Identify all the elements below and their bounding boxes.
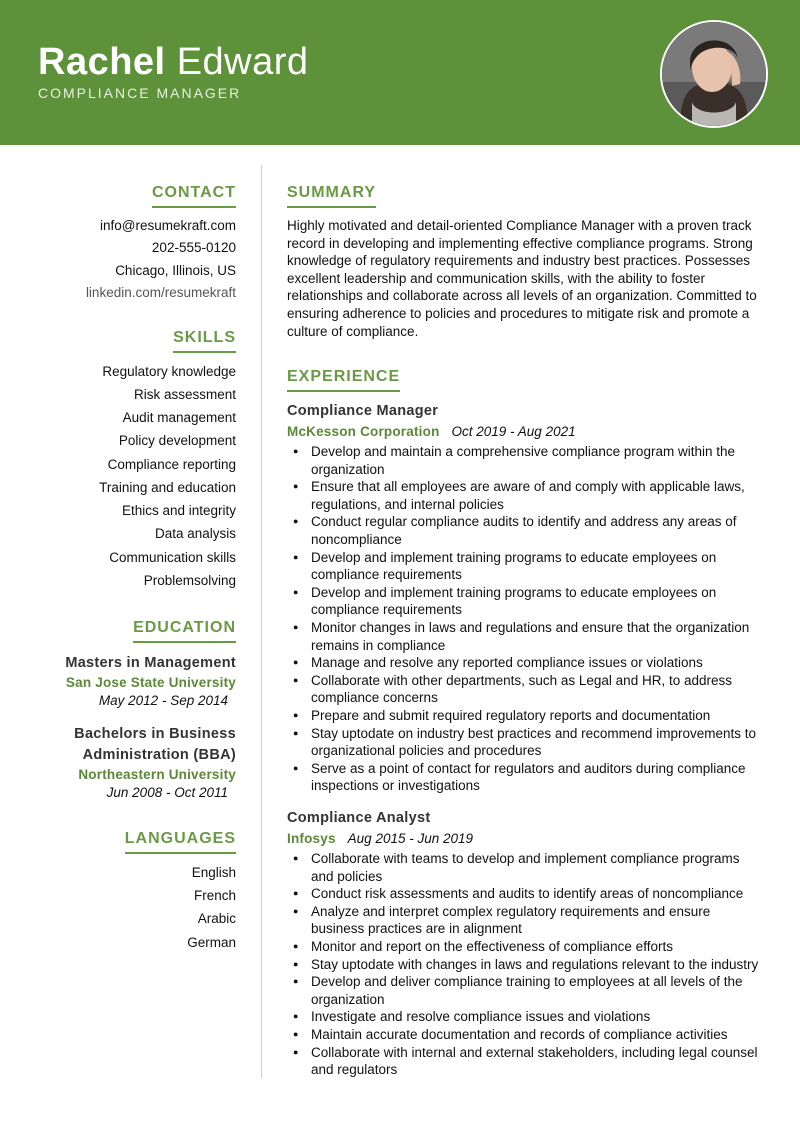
education-dates: May 2012 - Sep 2014 [98,693,228,708]
bullet-item: ● Monitor changes in laws and regulations and ensure that the organization remains in compliance [287,619,762,654]
education-degree-line1: Bachelors in Business [74,726,236,742]
education-heading: EDUCATION [133,619,236,643]
education-dates: Jun 2008 - Oct 2011 [106,785,228,800]
summary-text: Highly motivated and detail-oriented Compliance Manager with a proven track record in developing and implementing effective compliance programs. Strong knowledge of regulatory requirements and industry best practices. Possesses excellent leadership and communication skills, with the ability to foster relationships and collaborate across all levels of an organization. Committed to ensuring adherence to policies and procedures to mitigate risk and promote a culture of compliance. [287,218,757,339]
job-company-line [287,831,473,846]
bullet-item: ● Analyze and interpret complex regulatory requirements and ensure business practices are in alignment [287,903,762,938]
bullet-item: ● Stay uptodate with changes in laws and regulations relevant to the industry [287,956,762,974]
bullet-item: ● Investigate and resolve compliance issues and violations [287,1008,762,1026]
summary-heading: SUMMARY [287,184,376,208]
portrait-image [662,22,766,126]
header-banner [0,0,800,145]
bullet-item: ● Maintain accurate documentation and records of compliance activities [287,1026,762,1044]
language-item: German [187,935,236,950]
bullet-item: ● Prepare and submit required regulatory reports and documentation [287,707,762,725]
bullet-item: ● Monitor and report on the effectiveness of compliance efforts [287,938,762,956]
contact-location: Chicago, Illinois, US [115,263,236,278]
contact-heading: CONTACT [152,184,236,208]
contact-phone: 202-555-0120 [151,240,236,255]
job-title: Compliance Analyst [287,810,431,826]
language-item: French [193,888,236,903]
bullet-item: ● Ensure that all employees are aware of and comply with applicable laws, regulations, and internal policies [287,478,762,513]
skill-item: Communication skills [109,550,236,565]
languages-heading: LANGUAGES [125,830,236,854]
skill-item: Data analysis [154,526,236,541]
bullet-item: ● Stay uptodate on industry best practices and recommend improvements to organizational policies and procedures [287,725,762,760]
bullet-item: ● Collaborate with teams to develop and implement compliance programs and policies [287,850,762,885]
skill-item: Regulatory knowledge [102,364,236,379]
bullet-item: ● Conduct regular compliance audits to identify and address any areas of noncompliance [287,513,762,548]
skill-item: Risk assessment [133,387,236,402]
education-degree-line2: Administration (BBA) [82,747,236,763]
bullet-item: ● Collaborate with internal and external stakeholders, including legal counsel and regulators [287,1044,762,1079]
first-name: Rachel [38,41,166,83]
skills-heading: SKILLS [173,329,236,353]
profile-photo [660,20,768,128]
column-divider [261,165,262,1078]
company-name: Infosys [287,831,336,846]
bullet-item: ● Manage and resolve any reported compliance issues or violations [287,654,762,672]
education-school: Northeastern University [78,767,236,782]
language-item: Arabic [197,911,236,926]
job-bullets [287,850,762,1079]
skill-item: Ethics and integrity [121,503,236,518]
job-company-line [287,424,576,439]
language-item: English [191,865,236,880]
job-bullets [287,443,762,795]
education-degree: Masters in Management [65,655,236,671]
experience-heading: EXPERIENCE [287,368,400,392]
job-dates: Aug 2015 - Jun 2019 [347,831,474,846]
skill-item: Problemsolving [143,573,236,588]
bullet-item: ● Develop and maintain a comprehensive compliance program within the organization [287,443,762,478]
job-title: COMPLIANCE MANAGER [38,85,242,101]
job-title: Compliance Manager [287,403,439,419]
company-name: McKesson Corporation [287,424,440,439]
bullet-item: ● Collaborate with other departments, such as Legal and HR, to address compliance concerns [287,672,762,707]
skill-item: Training and education [99,480,236,495]
contact-linkedin[interactable]: linkedin.com/resumekraft [85,285,236,300]
last-name: Edward [176,41,309,83]
skill-item: Policy development [118,433,236,448]
education-school: San Jose State University [65,675,236,690]
bullet-item: ● Conduct risk assessments and audits to identify areas of noncompliance [287,885,762,903]
skill-item: Audit management [122,410,236,425]
bullet-item: ● Develop and implement training programs to educate employees on compliance requirements [287,549,762,584]
job-dates: Oct 2019 - Aug 2021 [451,424,576,439]
bullet-item: ● Serve as a point of contact for regulators and auditors during compliance inspections or investigations [287,760,762,795]
bullet-item: ● Develop and implement training programs to educate employees on compliance requirements [287,584,762,619]
candidate-name [38,40,309,84]
contact-email[interactable]: info@resumekraft.com [100,218,236,233]
skill-item: Compliance reporting [107,457,236,472]
bullet-item: ● Develop and deliver compliance training to employees at all levels of the organization [287,973,762,1008]
